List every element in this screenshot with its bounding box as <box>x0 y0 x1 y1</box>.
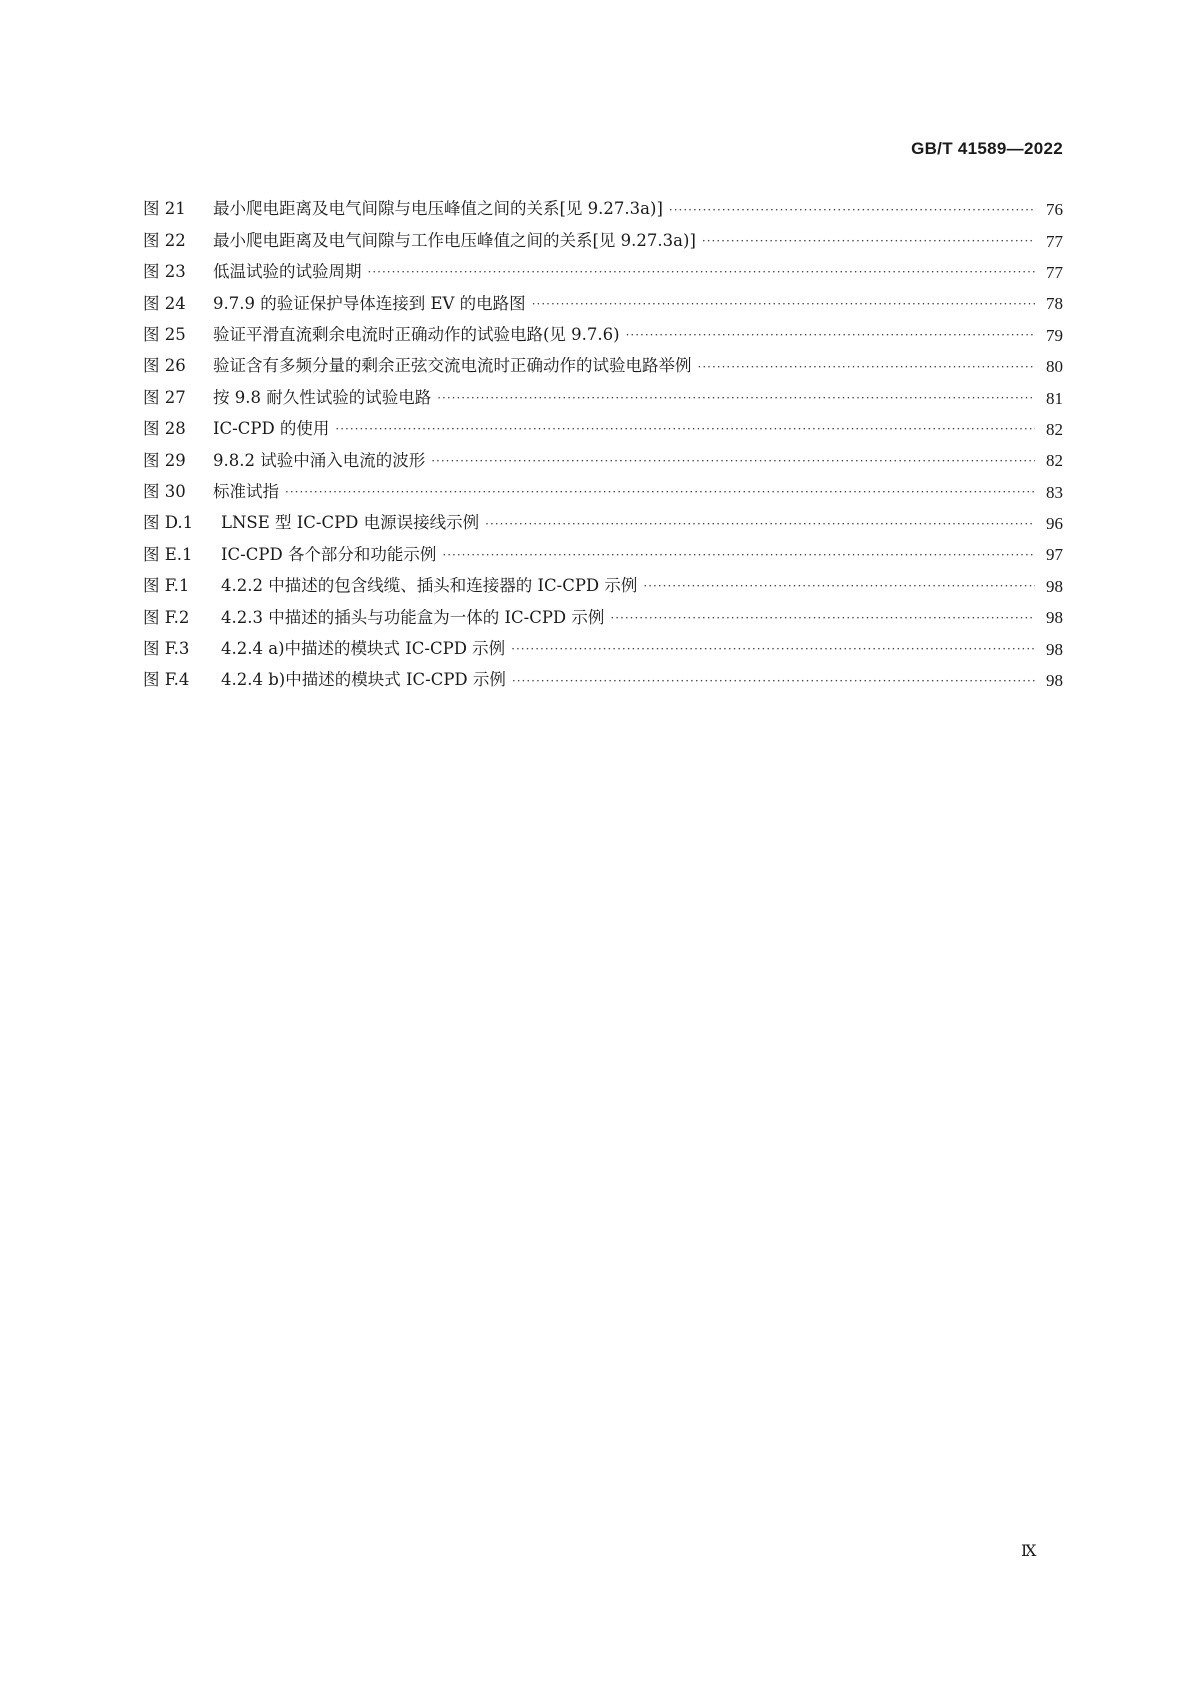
figure-title: 验证含有多频分量的剩余正弦交流电流时正确动作的试验电路举例 <box>213 356 692 376</box>
figure-title: LNSE 型 IC-CPD 电源误接线示例 <box>221 513 480 533</box>
figure-title: 标准试指 <box>213 481 279 501</box>
figure-title: 最小爬电距离及电气间隙与工作电压峰值之间的关系[见 9.27.3a)] <box>213 230 696 250</box>
toc-entry[interactable] <box>143 445 1063 476</box>
page-number: 82 <box>1046 451 1063 471</box>
figure-list <box>143 194 1063 696</box>
page-number: 77 <box>1046 231 1063 251</box>
figure-title: 4.2.2 中描述的包含线缆、插头和连接器的 IC-CPD 示例 <box>221 576 638 596</box>
figure-label: 图 E.1 <box>143 544 193 564</box>
figure-label: 图 27 <box>143 387 186 407</box>
toc-entry[interactable] <box>143 571 1063 602</box>
toc-entry[interactable] <box>143 225 1063 256</box>
dot-leader <box>285 486 1035 498</box>
figure-title: 低温试验的试验周期 <box>213 262 362 282</box>
toc-entry[interactable] <box>143 633 1063 664</box>
page-number: 97 <box>1046 545 1063 565</box>
page-number: 82 <box>1046 419 1063 439</box>
toc-entry[interactable] <box>143 320 1063 351</box>
toc-entry[interactable] <box>143 508 1063 539</box>
dot-leader <box>368 266 1036 278</box>
page-number: 96 <box>1046 514 1063 534</box>
figure-label: 图 F.4 <box>143 670 190 690</box>
page-number: 77 <box>1046 262 1063 282</box>
dot-leader <box>431 455 1035 467</box>
figure-title: 验证平滑直流剩余电流时正确动作的试验电路(见 9.7.6) <box>213 325 620 344</box>
dot-leader <box>702 235 1035 247</box>
toc-entry[interactable] <box>143 288 1063 319</box>
figure-title: 按 9.8 耐久性试验的试验电路 <box>213 387 432 407</box>
figure-label: 图 F.1 <box>143 576 190 596</box>
toc-entry[interactable] <box>143 257 1063 288</box>
toc-entry[interactable] <box>143 602 1063 633</box>
dot-leader <box>437 392 1035 404</box>
toc-entry[interactable] <box>143 477 1063 508</box>
figure-label: 图 28 <box>143 419 186 439</box>
page-number: 98 <box>1046 671 1063 691</box>
dot-leader <box>442 549 1035 561</box>
toc-entry[interactable] <box>143 382 1063 413</box>
figure-title: 4.2.4 b)中描述的模块式 IC-CPD 示例 <box>221 670 506 690</box>
dot-leader <box>610 612 1035 624</box>
figure-label: 图 F.2 <box>143 607 190 627</box>
dot-leader <box>511 643 1035 655</box>
dot-leader <box>512 675 1035 687</box>
page-number: 98 <box>1046 639 1063 659</box>
figure-label: 图 22 <box>143 230 186 250</box>
toc-entry[interactable] <box>143 539 1063 570</box>
page-number: 78 <box>1046 294 1063 314</box>
figure-label: 图 D.1 <box>143 513 194 533</box>
figure-title: 4.2.4 a)中描述的模块式 IC-CPD 示例 <box>221 638 506 658</box>
figure-title: 9.7.9 的验证保护导体连接到 EV 的电路图 <box>213 293 526 313</box>
figure-title: IC-CPD 的使用 <box>213 419 330 439</box>
toc-entry[interactable] <box>143 414 1063 445</box>
page-number: 76 <box>1046 200 1063 220</box>
figure-title: 9.8.2 试验中涌入电流的波形 <box>213 450 426 470</box>
toc-entry[interactable] <box>143 665 1063 696</box>
toc-entry[interactable] <box>143 194 1063 225</box>
page-number: 98 <box>1046 608 1063 628</box>
figure-label: 图 21 <box>143 199 186 219</box>
page-number: 81 <box>1046 388 1063 408</box>
toc-entry[interactable] <box>143 351 1063 382</box>
standard-number: GB/T 41589—2022 <box>911 139 1063 158</box>
figure-label: 图 25 <box>143 325 186 344</box>
figure-label: 图 24 <box>143 293 186 313</box>
figure-label: 图 29 <box>143 450 186 470</box>
figure-label: 图 F.3 <box>143 638 190 658</box>
dot-leader <box>335 423 1035 435</box>
page-number: 79 <box>1046 325 1063 345</box>
figure-title: IC-CPD 各个部分和功能示例 <box>221 544 437 564</box>
dot-leader <box>485 518 1035 530</box>
figure-label: 图 30 <box>143 481 186 501</box>
page-number: 98 <box>1046 576 1063 596</box>
figure-title: 4.2.3 中描述的插头与功能盒为一体的 IC-CPD 示例 <box>221 607 605 627</box>
dot-leader <box>626 329 1035 341</box>
figure-label: 图 26 <box>143 356 186 376</box>
page-footer-number: Ⅸ <box>1021 1543 1037 1560</box>
dot-leader <box>669 204 1035 216</box>
page-number: 83 <box>1046 482 1063 502</box>
figure-title: 最小爬电距离及电气间隙与电压峰值之间的关系[见 9.27.3a)] <box>213 199 663 219</box>
dot-leader <box>698 361 1036 373</box>
dot-leader <box>643 580 1035 592</box>
dot-leader <box>532 298 1035 310</box>
figure-label: 图 23 <box>143 262 186 282</box>
page-number: 80 <box>1046 357 1063 377</box>
